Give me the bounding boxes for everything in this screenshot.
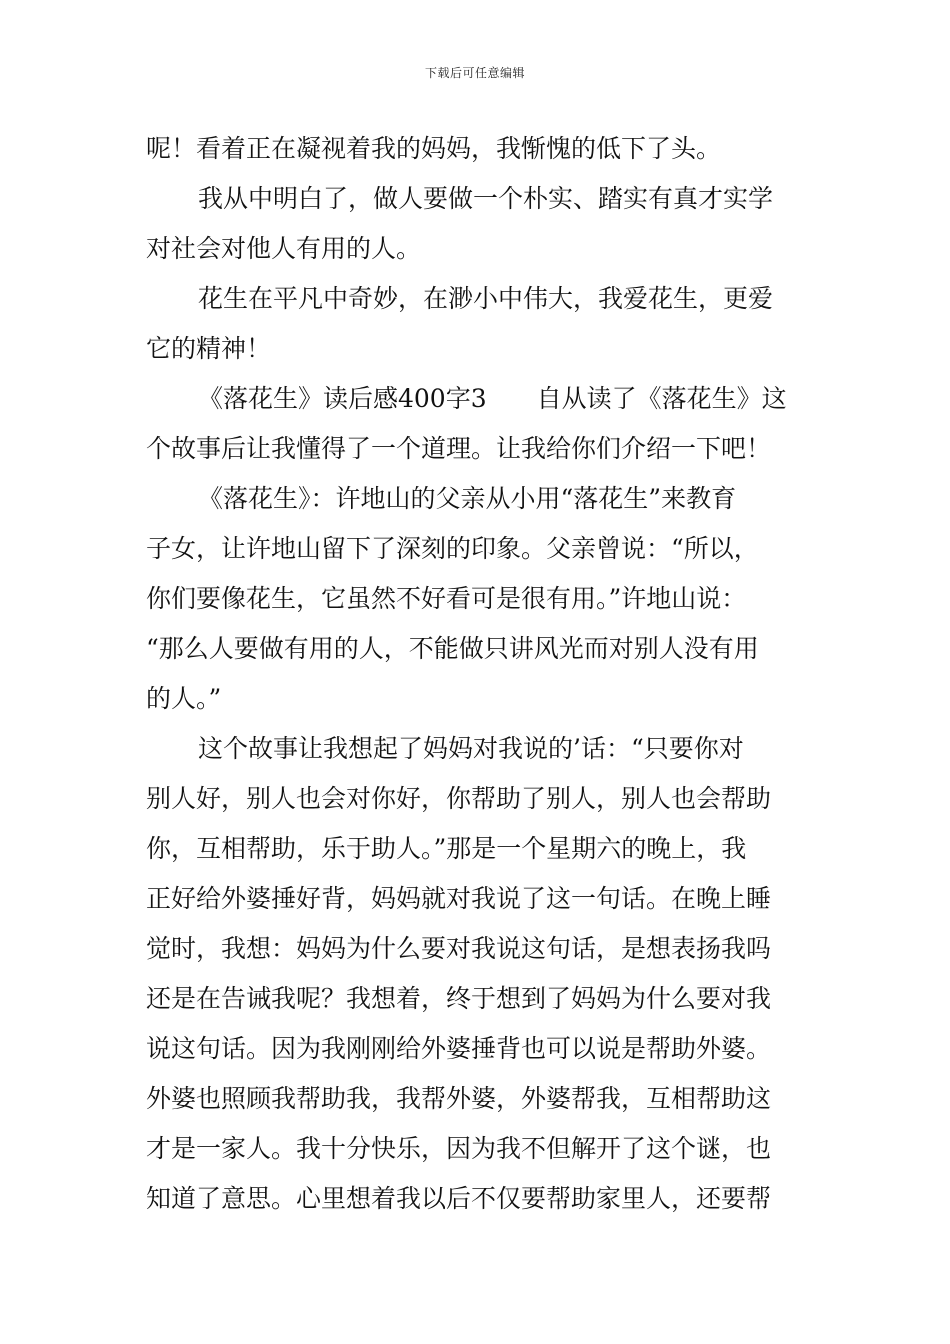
text-line: 你们要像花生，它虽然不好看可是很有用。”许地山说： (146, 584, 747, 613)
text-line: 正好给外婆捶好背，妈妈就对我说了这一句话。在晚上睡 (146, 884, 772, 913)
text-line: 这个故事让我想起了妈妈对我说的’话：“只要你对 (198, 734, 744, 763)
text-line: 还是在告诫我呢？我想着，终于想到了妈妈为什么要对我 (146, 984, 772, 1013)
text-line: 你，互相帮助，乐于助人。”那是一个星期六的晚上，我 (146, 834, 747, 863)
text-line: 个故事后让我懂得了一个道理。让我给你们介绍一下吧！ (146, 434, 772, 463)
text-line: 外婆也照顾我帮助我，我帮外婆，外婆帮我，互相帮助这 (146, 1084, 772, 1113)
text-line: 它的精神！ (146, 334, 272, 363)
page-header: 下载后可任意编辑 (424, 66, 525, 80)
text-line: 才是一家人。我十分快乐，因为我不但解开了这个谜，也 (146, 1134, 772, 1163)
text-line: 花生在平凡中奇妙，在渺小中伟大，我爱花生，更爱 (198, 284, 774, 313)
text-line: 子女，让许地山留下了深刻的印象。父亲曾说：“所以， (146, 534, 759, 563)
text-line: 对社会对他人有用的人。 (146, 234, 422, 263)
text-line: 《落花生》读后感400字3 自从读了《落花生》这 (198, 384, 787, 413)
text-line: 别人好，别人也会对你好，你帮助了别人，别人也会帮助 (146, 784, 772, 813)
text-line: 觉时，我想：妈妈为什么要对我说这句话，是想表扬我吗 (146, 934, 772, 963)
text-line: 我从中明白了，做人要做一个朴实、踏实有真才实学 (198, 184, 774, 213)
text-line: 《落花生》：许地山的父亲从小用“落花生”来教育 (198, 484, 737, 513)
text-line: 呢！看着正在凝视着我的妈妈，我惭愧的低下了头。 (146, 134, 722, 163)
text-line: 的人。” (146, 684, 222, 713)
text-line: 知道了意思。心里想着我以后不仅要帮助家里人，还要帮 (146, 1184, 772, 1213)
document-body (146, 124, 810, 1224)
text-line: “那么人要做有用的人，不能做只讲风光而对别人没有用 (146, 634, 759, 663)
text-line: 说这句话。因为我刚刚给外婆捶背也可以说是帮助外婆。 (146, 1034, 772, 1063)
